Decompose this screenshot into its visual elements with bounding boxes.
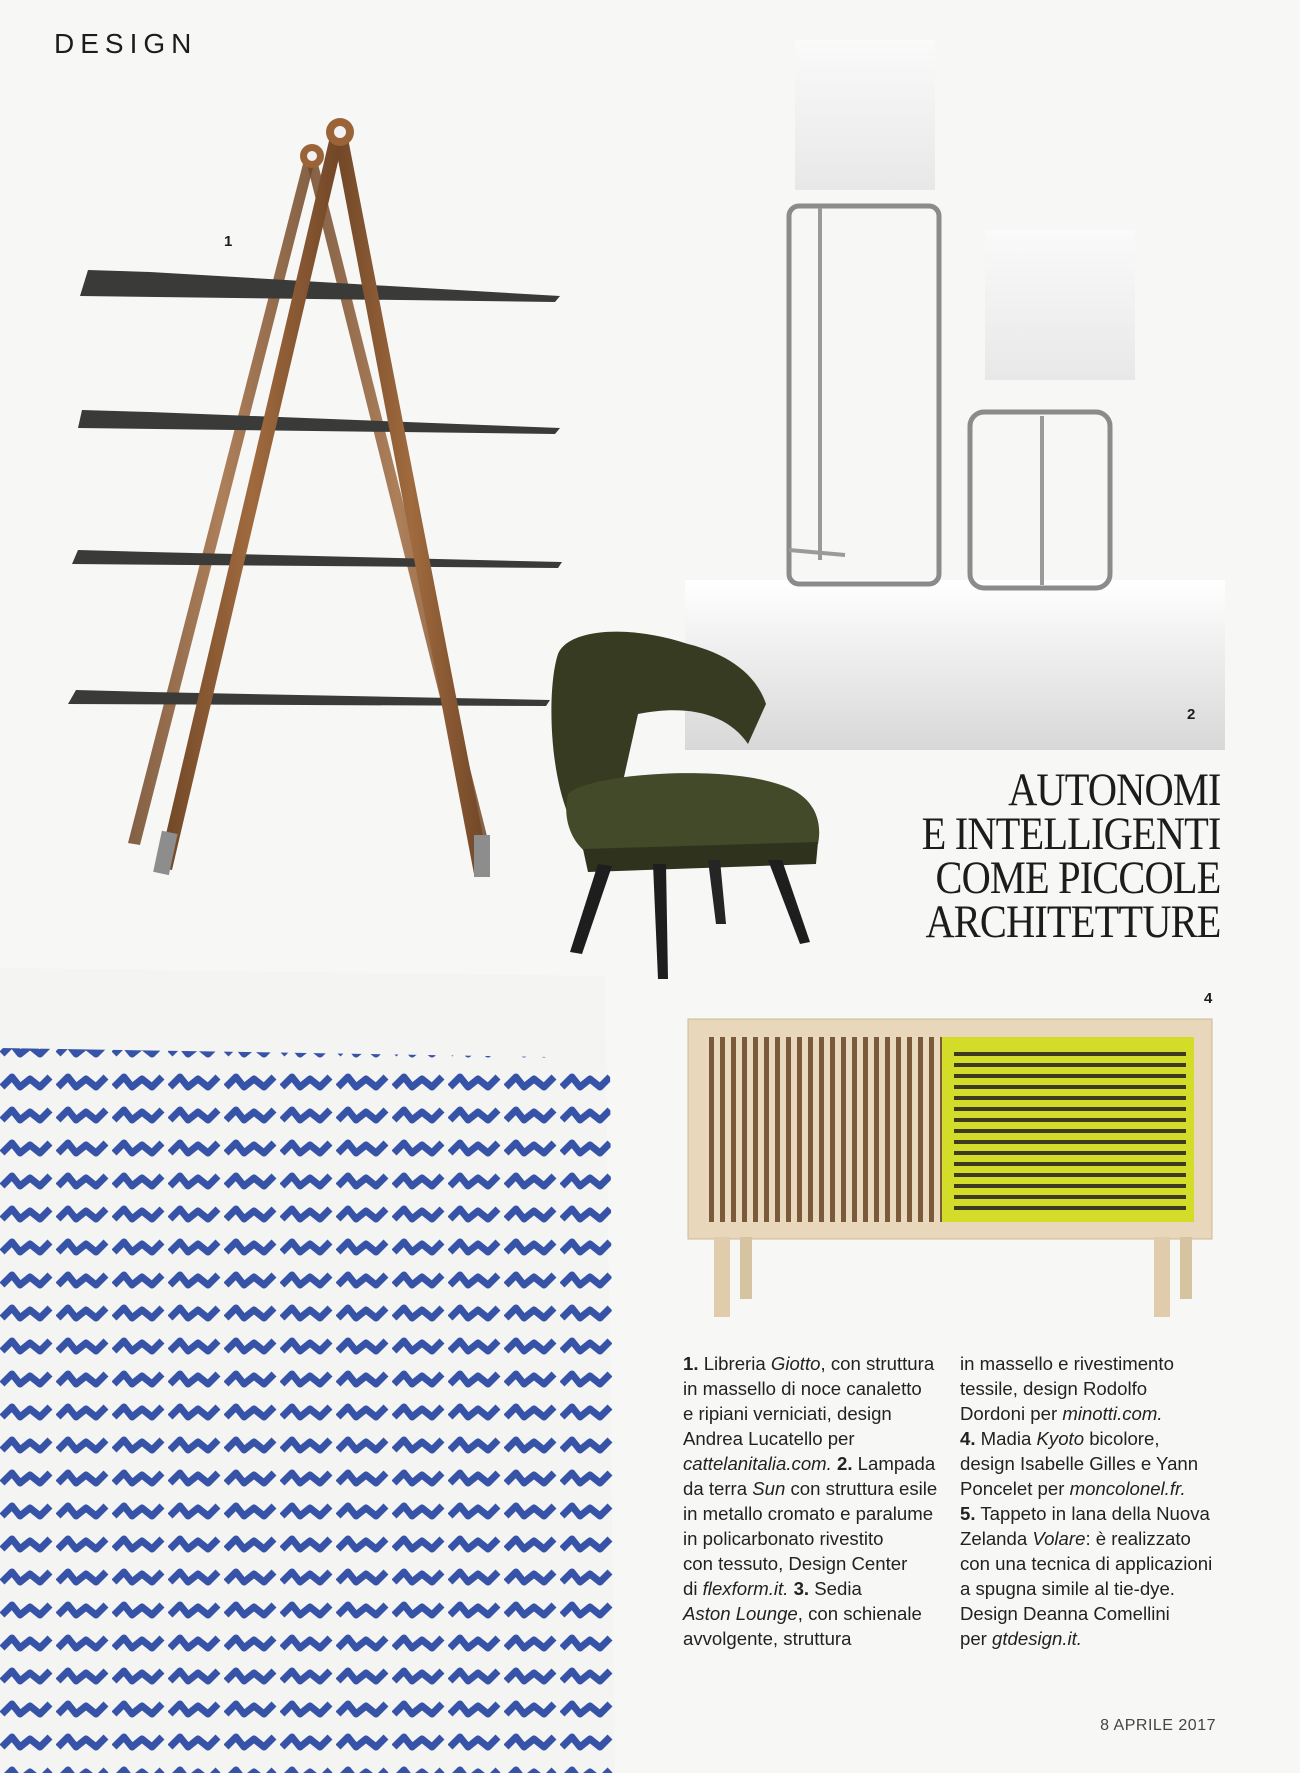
item-number-2: 2 <box>1187 706 1196 723</box>
caption-line: in metallo cromato e paralume <box>683 1503 934 1524</box>
item-number-3: 3 <box>578 928 587 945</box>
headline <box>921 764 1220 948</box>
caption-column-2 <box>960 1351 1212 1651</box>
rug-image <box>0 968 615 1773</box>
sideboard-image <box>684 1015 1216 1320</box>
item-number-1: 1 <box>224 233 233 250</box>
headline-line: AUTONOMI <box>1007 764 1220 816</box>
caption-line: e ripiani verniciati, design <box>683 1403 892 1424</box>
caption-line: cattelanitalia.com. 2. Lampada <box>683 1453 936 1474</box>
caption-line: da terra Sun con struttura esile <box>683 1478 938 1499</box>
page-footer-date: 8 APRILE 2017 <box>1100 1717 1216 1734</box>
caption-line: Dordoni per minotti.com. <box>960 1403 1163 1424</box>
caption-line: Zelanda Volare: è realizzato <box>960 1528 1191 1549</box>
caption-line: in massello di noce canaletto <box>683 1378 922 1399</box>
caption-line: con tessuto, Design Center <box>683 1553 908 1574</box>
caption-line: Design Deanna Comellini <box>960 1603 1170 1624</box>
headline-line: COME PICCOLE <box>935 852 1220 904</box>
bookcase-image <box>60 110 580 910</box>
item-number-4: 4 <box>1204 990 1213 1007</box>
caption-line: con una tecnica di applicazioni <box>960 1553 1213 1574</box>
caption-line: 4. Madia Kyoto bicolore, <box>960 1428 1160 1449</box>
caption-line: in massello e rivestimento <box>960 1353 1174 1374</box>
caption-line: per gtdesign.it. <box>960 1628 1082 1649</box>
caption-line: avvolgente, struttura <box>683 1628 852 1649</box>
caption-line: 5. Tappeto in lana della Nuova <box>960 1503 1210 1524</box>
caption-line: Andrea Lucatello per <box>683 1428 855 1449</box>
section-label: DESIGN <box>54 28 198 59</box>
headline-line: ARCHITETTURE <box>924 896 1220 948</box>
caption-line: tessile, design Rodolfo <box>960 1378 1148 1399</box>
caption-line: Poncelet per moncolonel.fr. <box>960 1478 1186 1499</box>
caption-column-1 <box>683 1351 937 1651</box>
caption-line: a spugna simile al tie-dye. <box>960 1578 1175 1599</box>
caption-line: 1. Libreria Giotto, con struttura <box>683 1353 935 1374</box>
caption-line: design Isabelle Gilles e Yann <box>960 1453 1199 1474</box>
caption-line: di flexform.it. 3. Sedia <box>683 1578 862 1599</box>
armchair-image <box>528 624 838 994</box>
caption-line: Aston Lounge, con schienale <box>683 1603 922 1624</box>
headline-line: E INTELLIGENTI <box>921 808 1220 860</box>
caption-line: in policarbonato rivestito <box>683 1528 884 1549</box>
